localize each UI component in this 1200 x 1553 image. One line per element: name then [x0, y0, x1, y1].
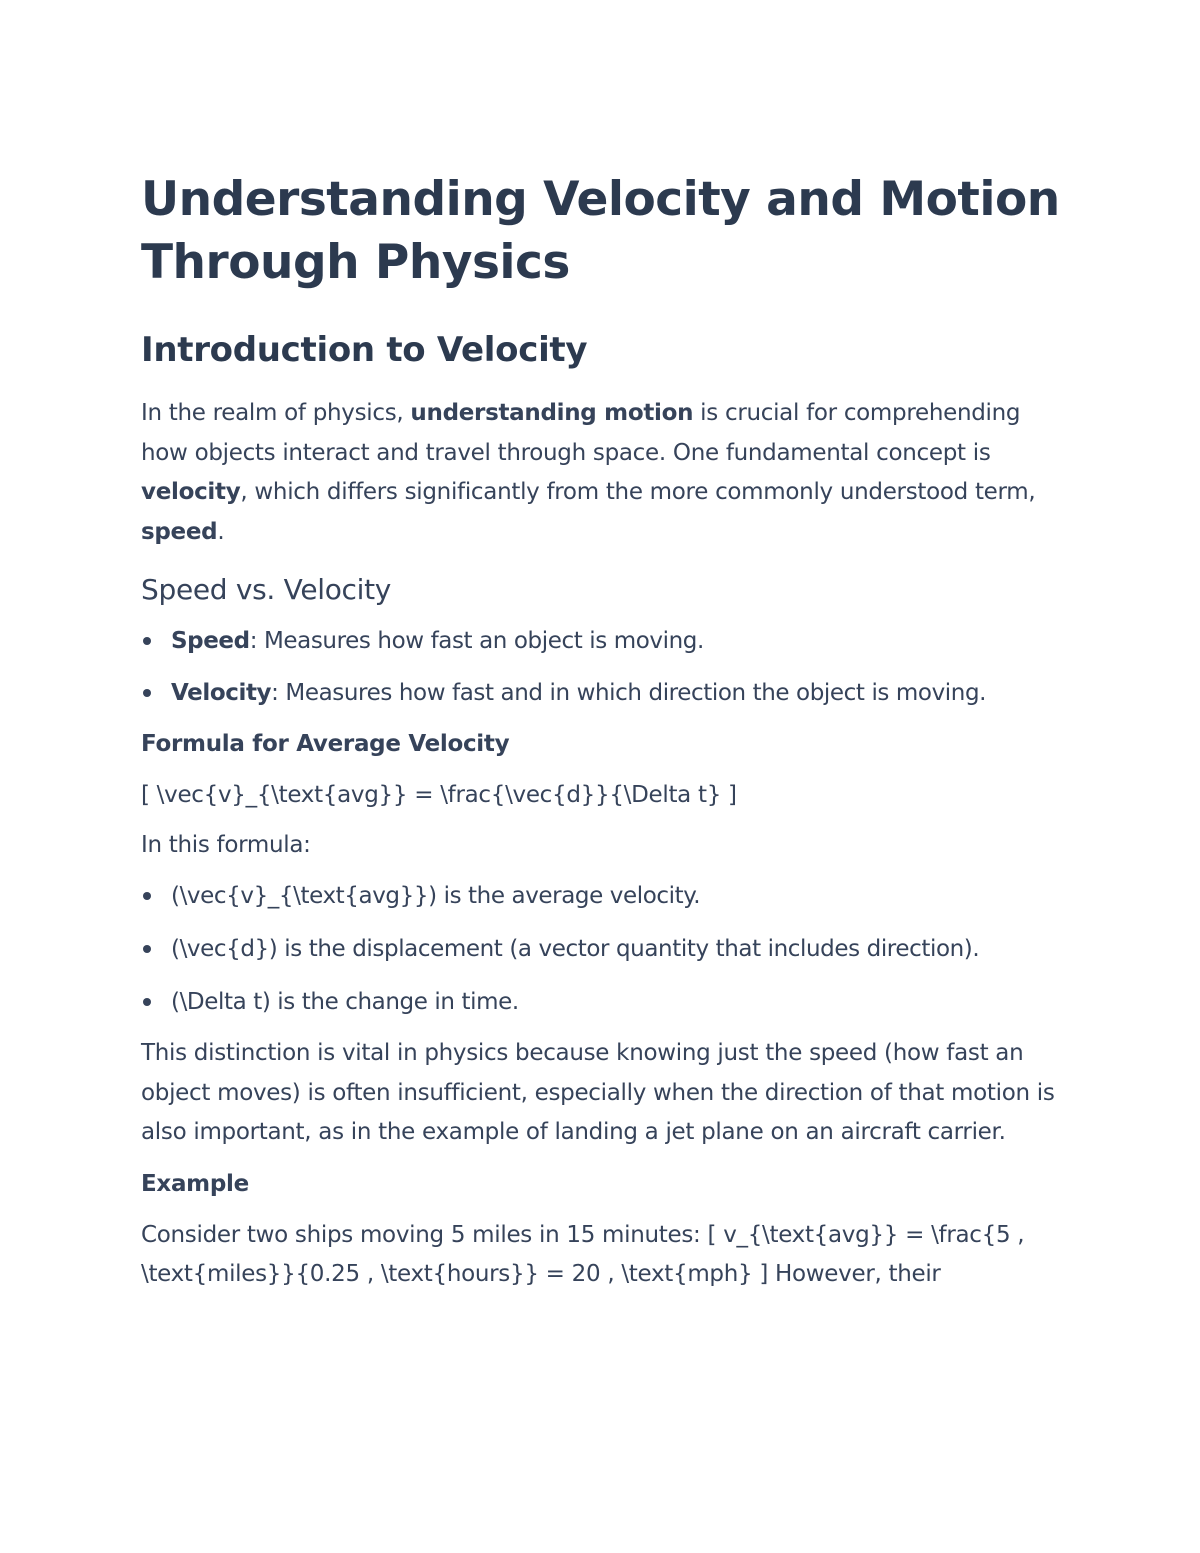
formula-intro-text: In this formula: [141, 832, 311, 858]
bullet-icon [143, 998, 151, 1006]
page-title: Understanding Velocity and Motion Through Physics [141, 172, 1060, 290]
definitions-list [141, 622, 1066, 712]
intro-text-2: is crucial for comprehending how objects interact and travel through space. One fundamental concept is [141, 400, 1021, 466]
intro-bold-understanding-motion: understanding motion [410, 400, 694, 426]
bullet-icon [143, 945, 151, 953]
formula-heading: Formula for Average Velocity [141, 731, 510, 757]
intro-paragraph [141, 394, 1066, 552]
bullet-icon [143, 892, 151, 900]
list-item-formula-term [141, 983, 1066, 1021]
term-speed: Speed [171, 628, 250, 654]
intro-text-1: In the realm of physics, [141, 400, 411, 426]
intro-bold-velocity: velocity [141, 479, 241, 505]
list-item-speed [141, 622, 1066, 660]
average-velocity-formula: [ \vec{v}_{\text{avg}} = \frac{\vec{d}}{\Delta t} ] [141, 782, 737, 808]
example-paragraph: Consider two ships moving 5 miles in 15 minutes: [ v_{\text{avg}} = \frac{5 , \text{miles}}{0.25 , \text{hours}} = 20 , \text{mph} ] However, their [141, 1221, 1025, 1287]
document-page [141, 168, 1066, 1295]
formula-term-text: (\Delta t) is the change in time. [171, 989, 519, 1015]
list-item-velocity [141, 674, 1066, 712]
formula-term-text: (\vec{d}) is the displacement (a vector quantity that includes direction). [171, 936, 980, 962]
bullet-icon [143, 637, 151, 645]
example-heading: Example [141, 1170, 249, 1197]
intro-bold-speed: speed [141, 518, 218, 545]
subheading-speed-vs-velocity: Speed vs. Velocity [141, 573, 392, 606]
definition-speed: : Measures how fast an object is moving. [249, 628, 704, 654]
section-heading-introduction: Introduction to Velocity [141, 330, 588, 370]
list-item-formula-term [141, 877, 1066, 915]
formula-terms-list [141, 877, 1066, 1021]
definition-velocity: : Measures how fast and in which direction the object is moving. [271, 680, 987, 706]
formula-term-text: (\vec{v}_{\text{avg}}) is the average velocity. [171, 883, 701, 909]
list-item-formula-term [141, 930, 1066, 968]
distinction-paragraph: This distinction is vital in physics because knowing just the speed (how fast an object moves) is often insufficient, especially when the direction of that motion is also important, as in the example of landing a jet plane on an aircraft carrier. [141, 1040, 1055, 1145]
bullet-icon [143, 689, 151, 697]
term-velocity: Velocity [171, 680, 272, 706]
intro-text-3: , which differs significantly from the more commonly understood term, [240, 479, 1036, 505]
intro-text-4: . [217, 518, 225, 545]
